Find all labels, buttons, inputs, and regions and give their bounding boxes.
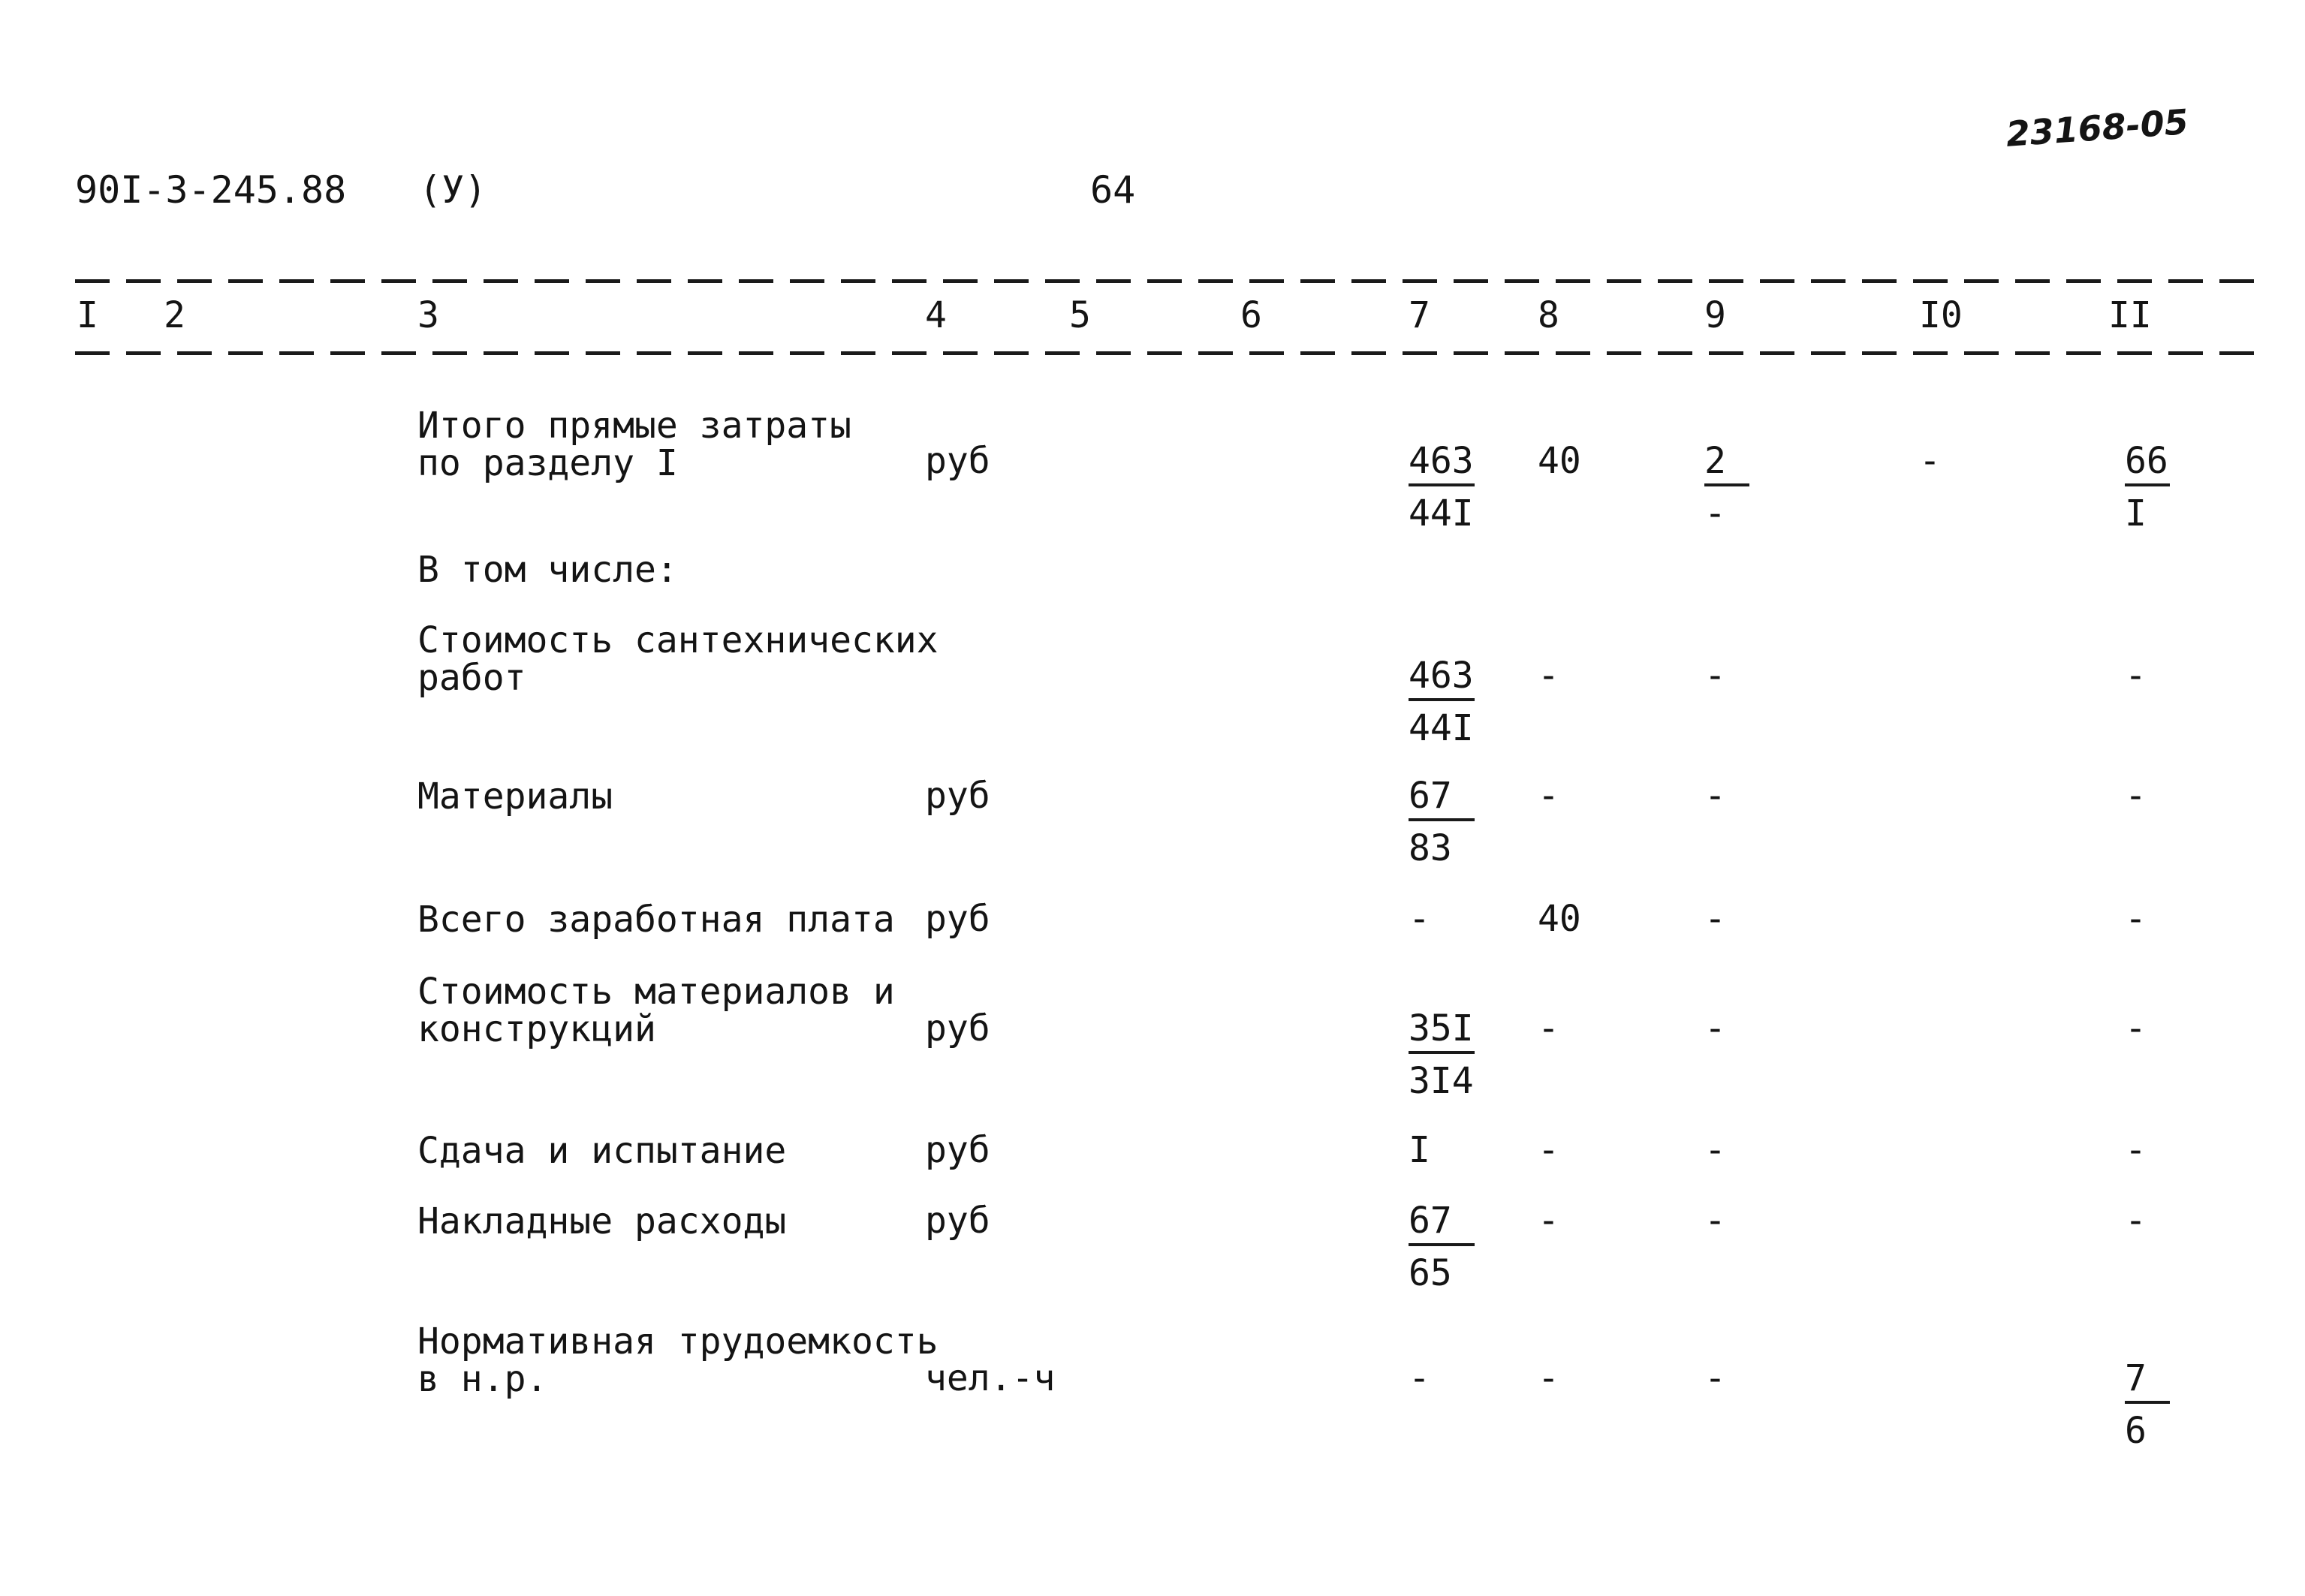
- fraction-numerator: 67: [1409, 1203, 1475, 1246]
- value-cell: -: [1538, 775, 1559, 817]
- fraction-cell: [1409, 440, 1475, 535]
- value-cell: -: [1409, 898, 1430, 940]
- fraction-numerator: 67: [1409, 778, 1475, 821]
- row-label-materials: Материалы: [417, 775, 613, 818]
- column-header-2: 2: [164, 294, 185, 336]
- value-cell: -: [1919, 440, 1941, 482]
- fraction-denominator: 6: [2125, 1410, 2147, 1452]
- row-label-total-direct-costs: Итого прямые затраты по разделу I: [417, 405, 851, 484]
- row-unit: руб: [925, 1129, 990, 1171]
- row-label-plumbing-cost: Стоимость сантехнических работ: [417, 619, 939, 699]
- row-unit: руб: [925, 775, 990, 817]
- column-header-10: I0: [1919, 294, 1963, 336]
- value-cell: -: [2125, 775, 2147, 817]
- fraction-numerator: 463: [1409, 658, 1475, 701]
- value-cell: -: [1538, 1129, 1559, 1171]
- value-cell: -: [1704, 1357, 1726, 1399]
- value-cell: I: [1409, 1129, 1430, 1171]
- fraction-cell: [1409, 775, 1475, 869]
- value-cell: -: [1538, 655, 1559, 697]
- column-header-3: 3: [417, 294, 439, 336]
- value-cell: -: [1704, 655, 1726, 697]
- row-unit: руб: [925, 1200, 990, 1242]
- row-label-including: В том числе:: [417, 549, 678, 591]
- value-cell: -: [2125, 1007, 2147, 1049]
- value-cell: -: [1538, 1357, 1559, 1399]
- column-header-4: 4: [925, 294, 947, 336]
- page-number: 64: [1090, 168, 1136, 212]
- column-header-9: 9: [1704, 294, 1726, 336]
- value-cell: -: [2125, 898, 2147, 940]
- row-unit: руб: [925, 1007, 990, 1049]
- fraction-cell: [2125, 440, 2170, 535]
- fraction-cell: [1409, 1200, 1475, 1294]
- fraction-denominator: 65: [1409, 1252, 1452, 1294]
- row-label-overhead: Накладные расходы: [417, 1200, 787, 1242]
- column-header-11: II: [2108, 294, 2152, 336]
- document-variant: (У): [419, 168, 487, 212]
- fraction-numerator: 463: [1409, 443, 1475, 486]
- fraction-denominator: 83: [1409, 827, 1452, 869]
- row-label-materials-and-structures: Стоимость материалов и конструкций: [417, 971, 895, 1050]
- fraction-numerator: 66: [2125, 443, 2170, 486]
- fraction-denominator: 44I: [1409, 492, 1474, 535]
- document-number: 90I-3-245.88: [75, 168, 347, 212]
- column-header-5: 5: [1069, 294, 1091, 336]
- fraction-denominator: 3I4: [1409, 1060, 1474, 1102]
- row-unit: руб: [925, 440, 990, 482]
- column-header-8: 8: [1538, 294, 1559, 336]
- value-cell: -: [1704, 1129, 1726, 1171]
- fraction-cell: [1409, 655, 1475, 749]
- row-label-delivery-testing: Сдача и испытание: [417, 1130, 787, 1172]
- value-cell: -: [1409, 1357, 1430, 1399]
- value-cell: -: [1704, 1007, 1726, 1049]
- row-unit: руб: [925, 898, 990, 940]
- fraction-cell: [1409, 1007, 1475, 1102]
- value-cell: -: [2125, 655, 2147, 697]
- value-cell: -: [2125, 1200, 2147, 1242]
- column-header-7: 7: [1409, 294, 1430, 336]
- fraction-numerator: 7: [2125, 1360, 2170, 1404]
- row-unit: чел.-ч: [925, 1357, 1056, 1399]
- fraction-cell: [2125, 1357, 2170, 1452]
- handwritten-stamp: 23168-05: [2005, 101, 2190, 155]
- header-top-rule: [75, 279, 2260, 283]
- fraction-denominator: I: [2125, 492, 2147, 535]
- value-cell: -: [1704, 775, 1726, 817]
- fraction-numerator: 2: [1704, 443, 1749, 486]
- value-cell: -: [1704, 898, 1726, 940]
- value-cell: -: [1538, 1007, 1559, 1049]
- fraction-denominator: -: [1704, 492, 1726, 535]
- value-cell: 40: [1538, 440, 1581, 482]
- value-cell: 40: [1538, 898, 1581, 940]
- fraction-denominator: 44I: [1409, 707, 1474, 749]
- row-label-total-wages: Всего заработная плата: [417, 899, 895, 941]
- column-header-6: 6: [1240, 294, 1262, 336]
- value-cell: -: [1538, 1200, 1559, 1242]
- fraction-cell: [1704, 440, 1749, 535]
- value-cell: -: [2125, 1129, 2147, 1171]
- header-bottom-rule: [75, 351, 2260, 355]
- fraction-numerator: 35I: [1409, 1010, 1475, 1054]
- value-cell: -: [1704, 1200, 1726, 1242]
- row-label-standard-labor: Нормативная трудоемкость в н.р.: [417, 1320, 939, 1400]
- column-header-1: I: [77, 294, 98, 336]
